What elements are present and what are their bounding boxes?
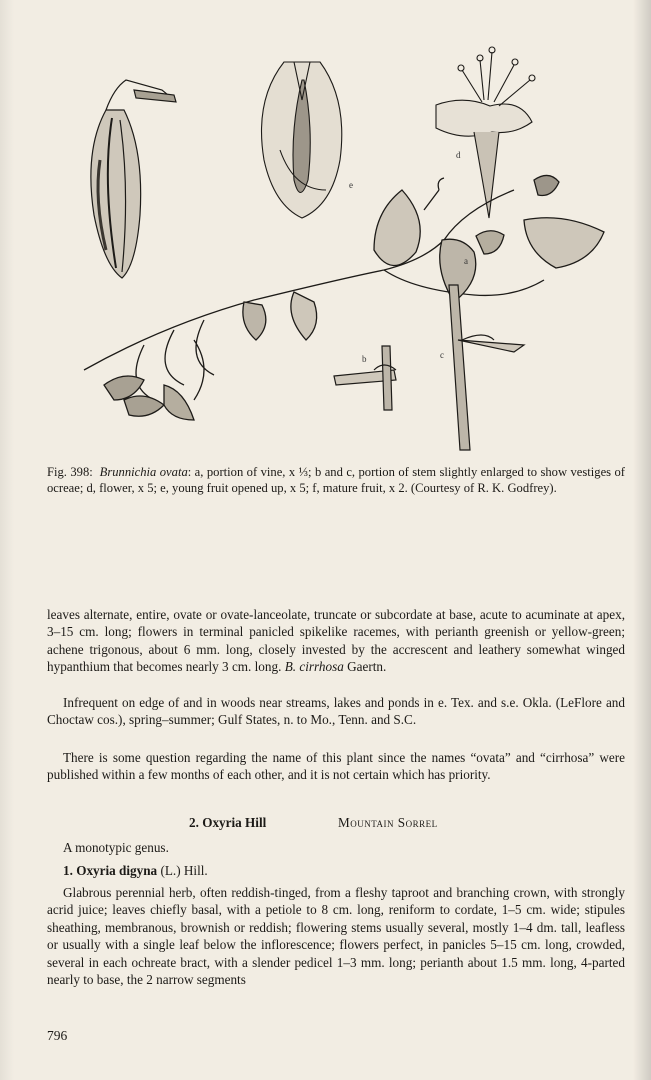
svg-text:a: a bbox=[464, 256, 468, 266]
brunnichia-drawing bbox=[44, 40, 614, 465]
figure-caption-text: : a, portion of vine, x ⅓; b and c, portion of stem slightly enlarged to show vestiges of ocreae; d, flower, x 5; e, young fruit opened up, x 5; f, mature fruit, x 2. (Courtesy of R. K. Godfrey). bbox=[47, 465, 626, 495]
botanical-illustration bbox=[44, 40, 614, 465]
species-heading bbox=[47, 862, 625, 879]
genus-note: A monotypic genus. bbox=[63, 840, 169, 855]
svg-text:d: d bbox=[456, 150, 461, 160]
panel-d-flower bbox=[436, 47, 535, 218]
panel-c-stem-ocrea bbox=[440, 285, 524, 450]
panel-b-stem-ocrea bbox=[334, 346, 396, 410]
panel-f-mature-fruit bbox=[91, 80, 176, 278]
figure-number: Fig. 398: bbox=[47, 465, 93, 479]
genus-heading bbox=[47, 815, 625, 833]
genus-name: 2. Oxyria Hill bbox=[189, 815, 267, 830]
paragraph-distribution: Infrequent on edge of and in woods near streams, lakes and ponds in e. Tex. and s.e. Okla. (LeFlore and Choctaw cos.), spring–summer; Gulf States, n. to Mo., Tenn. and S.C. bbox=[47, 695, 625, 728]
panel-e-young-fruit bbox=[262, 62, 354, 218]
page-number: 796 bbox=[47, 1028, 68, 1043]
figure-species: Brunnichia ovata bbox=[99, 465, 188, 479]
species-number: 1. bbox=[63, 863, 73, 878]
figure-caption bbox=[47, 465, 625, 496]
paragraph-description bbox=[47, 606, 625, 676]
species-name: Oxyria digyna bbox=[76, 863, 158, 878]
species-description: Glabrous perennial herb, often reddish-tinged, from a fleshy taproot and branching crown, with strongly acrid juice; leaves chiefly basal, with a petiole to 8 cm. long, reniform to cordate, 1–5 cm. wide; stipules sheathing, membranous, brownish or reddish; flowering stems usually several, mostly 1–4 dm. tall, leafless or usually with a single leaf below the inflorescence; flowers perfect, in panicles 5–15 cm. long, crowded, several in each ochreate bract, with a slender pedicel 1–3 mm. long; perianth about 1.5 mm. long, 4-parted nearly to base, the 2 narrow segments bbox=[47, 885, 625, 988]
paragraph-priority-note: There is some question regarding the name of this plant since the names “ovata” and “cirrhosa” were published within a few months of each other, and it is not certain which has priority. bbox=[47, 750, 625, 783]
svg-text:c: c bbox=[440, 350, 444, 360]
synonym-name: B. cirrhosa bbox=[284, 659, 344, 675]
species-author: (L.) Hill. bbox=[157, 863, 208, 878]
svg-text:b: b bbox=[362, 354, 367, 364]
synonym-author: Gaertn. bbox=[343, 659, 387, 675]
svg-text:e: e bbox=[349, 180, 353, 190]
description-text: leaves alternate, entire, ovate or ovate-lanceolate, truncate or subcordate at base, acute to acuminate at apex, 3–15 cm. long; flowers in terminal panicled spikelike racemes, with perianth greenish or yellow-green; achene trigonous, about 6 mm. long, closely invested by the accrescent and leathery somewhat winged hypanthium that becomes nearly 3 cm. long. bbox=[47, 607, 625, 675]
genus-common-name: Mountain Sorrel bbox=[338, 815, 438, 830]
